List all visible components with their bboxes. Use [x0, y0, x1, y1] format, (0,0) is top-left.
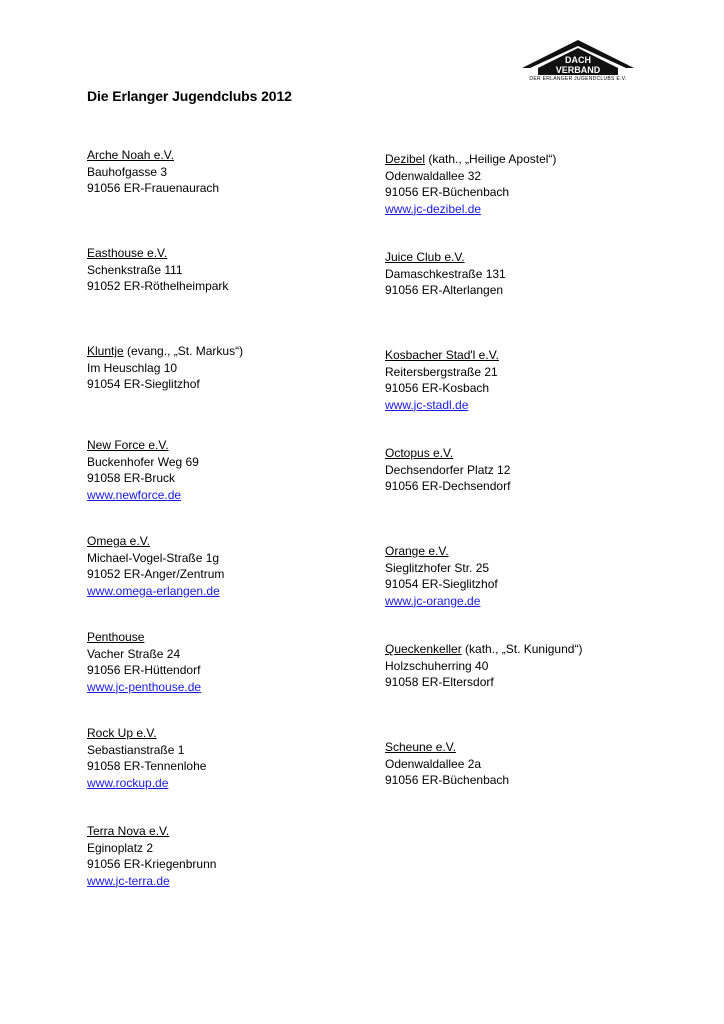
club-note: (kath., „Heilige Apostel“): [425, 152, 557, 166]
club-street: Vacher Straße 24: [87, 646, 181, 661]
club-website-link[interactable]: www.rockup.de: [87, 775, 169, 790]
club-street: Sieglitzhofer Str. 25: [385, 560, 490, 575]
club-name-line: [385, 641, 675, 658]
club-name-line: [87, 343, 377, 360]
club-name: Omega e.V.: [87, 534, 150, 548]
club-note: (kath., „St. Kunigund“): [461, 642, 583, 656]
logo-line-2: VERBAND: [555, 65, 601, 75]
club-name-line: [87, 437, 377, 454]
club-street: Eginoplatz 2: [87, 840, 154, 855]
club-street: Schenkstraße 111: [87, 262, 183, 277]
club-entry-kosbacher-stad-l-e-v: [385, 347, 675, 413]
club-entry-new-force-e-v: [87, 437, 377, 503]
club-city: 91056 ER-Frauenaurach: [87, 181, 220, 195]
club-street: Odenwaldallee 2a: [385, 756, 482, 771]
club-name-line: [87, 823, 377, 840]
club-entry-juice-club-e-v: [385, 249, 675, 299]
club-entry-kluntje: [87, 343, 377, 393]
club-entry-omega-e-v: [87, 533, 377, 599]
club-name: Terra Nova e.V.: [87, 824, 170, 838]
club-city: 91052 ER-Anger/Zentrum: [87, 567, 225, 581]
club-entry-rock-up-e-v: [87, 725, 377, 791]
club-website-link[interactable]: www.jc-terra.de: [87, 873, 170, 888]
club-name: Orange e.V.: [385, 544, 449, 558]
club-website-link[interactable]: www.omega-erlangen.de: [87, 583, 220, 598]
club-name: Rock Up e.V.: [87, 726, 157, 740]
club-name-line: [87, 147, 377, 164]
club-name: Arche Noah e.V.: [87, 148, 174, 162]
club-city: 91058 ER-Bruck: [87, 471, 176, 485]
club-name-line: [385, 347, 675, 364]
club-name: Easthouse e.V.: [87, 246, 168, 260]
club-name: Kluntje: [87, 344, 124, 358]
club-name-line: [385, 249, 675, 266]
club-street: Michael-Vogel-Straße 1g: [87, 550, 220, 565]
club-city: 91056 ER-Kosbach: [385, 381, 490, 395]
dachverband-logo: [520, 38, 636, 84]
club-city: 91054 ER-Sieglitzhof: [87, 377, 200, 391]
club-name-line: [385, 739, 675, 756]
club-name: New Force e.V.: [87, 438, 169, 452]
club-name-line: [87, 245, 377, 262]
club-street: Dechsendorfer Platz 12: [385, 462, 511, 477]
club-name-line: [87, 629, 377, 646]
club-street: Bauhofgasse 3: [87, 164, 168, 179]
club-entry-dezibel: [385, 151, 675, 217]
club-website-link[interactable]: www.newforce.de: [87, 487, 182, 502]
club-city: 91056 ER-Kriegenbrunn: [87, 857, 217, 871]
club-note: (evang., „St. Markus“): [123, 344, 244, 358]
club-city: 91052 ER-Röthelheimpark: [87, 279, 229, 293]
club-name: Scheune e.V.: [385, 740, 456, 754]
club-name-line: [385, 543, 675, 560]
club-entry-scheune-e-v: [385, 739, 675, 789]
club-entry-penthouse: [87, 629, 377, 695]
club-street: Buckenhofer Weg 69: [87, 454, 199, 469]
club-website-link[interactable]: www.jc-orange.de: [385, 593, 481, 608]
club-city: 91056 ER-Dechsendorf: [385, 479, 511, 493]
club-city: 91056 ER-Büchenbach: [385, 773, 510, 787]
club-name-line: [385, 151, 675, 168]
club-name-line: [385, 445, 675, 462]
club-website-link[interactable]: www.jc-penthouse.de: [87, 679, 202, 694]
club-city: 91058 ER-Eltersdorf: [385, 675, 494, 689]
club-name: Dezibel: [385, 152, 426, 166]
club-name: Queckenkeller: [385, 642, 462, 656]
club-entry-arche-noah-e-v: [87, 147, 377, 197]
club-street: Reitersbergstraße 21: [385, 364, 498, 379]
house-roof-logo-icon: [520, 38, 636, 76]
club-street: Holzschuherring 40: [385, 658, 489, 673]
club-street: Odenwaldallee 32: [385, 168, 482, 183]
club-entry-easthouse-e-v: [87, 245, 377, 295]
club-city: 91056 ER-Hüttendorf: [87, 663, 201, 677]
club-website-link[interactable]: www.jc-dezibel.de: [385, 201, 482, 216]
club-name: Penthouse: [87, 630, 145, 644]
club-street: Sebastianstraße 1: [87, 742, 185, 757]
club-street: Damaschkestraße 131: [385, 266, 506, 281]
logo-line-1: DACH: [565, 55, 591, 65]
club-name: Octopus e.V.: [385, 446, 454, 460]
club-city: 91058 ER-Tennenlohe: [87, 759, 207, 773]
club-website-link[interactable]: www.jc-stadl.de: [385, 397, 469, 412]
club-city: 91054 ER-Sieglitzhof: [385, 577, 498, 591]
club-entry-octopus-e-v: [385, 445, 675, 495]
page-title: Die Erlanger Jugendclubs 2012: [87, 88, 292, 104]
club-name-line: [87, 725, 377, 742]
club-entry-queckenkeller: [385, 641, 675, 691]
club-city: 91056 ER-Alterlangen: [385, 283, 504, 297]
club-name: Juice Club e.V.: [385, 250, 465, 264]
club-entry-terra-nova-e-v: [87, 823, 377, 889]
club-street: Im Heuschlag 10: [87, 360, 178, 375]
club-name-line: [87, 533, 377, 550]
club-name: Kosbacher Stad'l e.V.: [385, 348, 499, 362]
logo-caption: DER ERLANGER JUGENDCLUBS E.V.: [529, 76, 627, 82]
club-entry-orange-e-v: [385, 543, 675, 609]
club-city: 91056 ER-Büchenbach: [385, 185, 510, 199]
